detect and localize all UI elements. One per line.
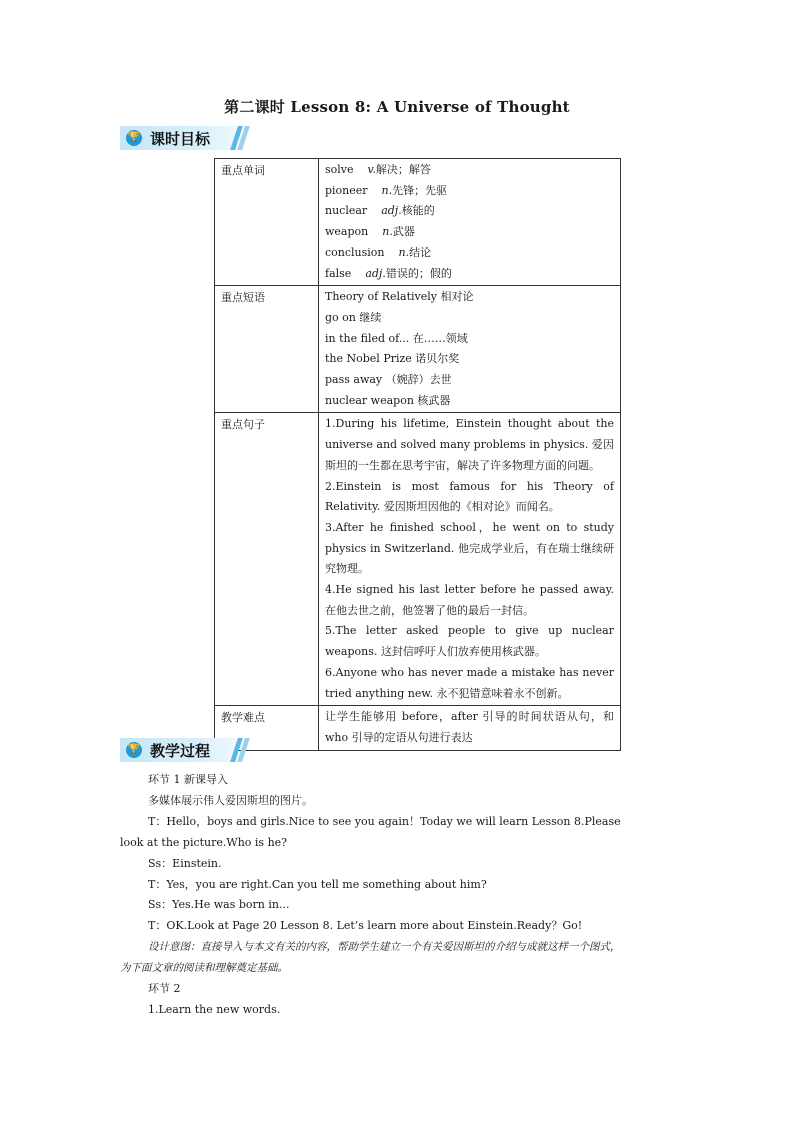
trophy-icon: 🏆 [126, 742, 142, 758]
step-description: 多媒体展示伟人爱因斯坦的图片。 [148, 793, 313, 807]
dialogue-line: Ss：Einstein. [148, 856, 222, 870]
table-row-words [215, 159, 621, 286]
word-item: solve v.解决；解答 [325, 163, 431, 176]
phrase-item: Theory of Relatively 相对论 [325, 290, 474, 304]
row-label: 重点句子 [215, 413, 319, 706]
phrase-item: go on 继续 [325, 310, 382, 324]
step-title: 环节 1 新课导入 [148, 773, 228, 786]
dialogue-line: T：Hello，boys and girls.Nice to see you again！Today we will learn Lesson 8.Please look at the picture.Who is he? [120, 814, 621, 849]
step-item: 1.Learn the new words. [148, 1002, 281, 1016]
page-title: 第二课时 Lesson 8: A Universe of Thought [224, 98, 570, 116]
word-item: nuclear adj.核能的 [325, 204, 435, 218]
phrase-item: the Nobel Prize 诺贝尔奖 [325, 352, 460, 366]
word-item: weapon n.武器 [325, 225, 415, 239]
sentence-item: 2.Einstein is most famous for his Theory of Relativity. 爱因斯坦因他的《相对论》而闻名。 [325, 479, 614, 514]
step-title: 环节 2 [148, 982, 181, 996]
difficulty-text: 让学生能够用 before，after 引导的时间状语从句，和 who 引导的定语从句进行表达 [325, 710, 614, 744]
row-label: 重点单词 [215, 159, 319, 286]
dialogue-line: T：OK.Look at Page 20 Lesson 8. Let’s learn more about Einstein.Ready？Go! [148, 919, 583, 933]
design-intent: 设计意图：直接导入与本文有关的内容，帮助学生建立一个有关爱因斯坦的介绍与成就这样一个图式，为下面文章的阅读和理解奠定基础。 [120, 941, 621, 975]
row-label: 重点短语 [215, 286, 319, 413]
section-header-goals [120, 126, 246, 150]
table-row-difficulty [215, 706, 621, 750]
row-label: 教学难点 [215, 706, 319, 750]
teaching-process [120, 770, 622, 1021]
section-header-process [120, 738, 246, 762]
phrase-item: nuclear weapon 核武器 [325, 393, 451, 407]
difficulty-cell [319, 706, 621, 750]
phrase-item: pass away （婉辞）去世 [325, 373, 452, 387]
sentence-item: 5.The letter asked people to give up nuclear weapons. 这封信呼吁人们放弃使用核武器。 [325, 624, 614, 659]
sentence-item: 1.During his lifetime, Einstein thought about the universe and solved many problems in physics. 爱因斯坦的一生都在思考宇宙，解决了许多物理方面的问题。 [325, 417, 614, 472]
lesson-goals-table [214, 158, 621, 751]
dialogue-line: T：Yes，you are right.Can you tell me something about him? [148, 877, 487, 891]
phrases-cell [319, 286, 621, 413]
table-row-sentences [215, 413, 621, 706]
words-cell [319, 159, 621, 286]
section-label: 教学过程 [150, 742, 211, 760]
sentence-item: 6.Anyone who has never made a mistake has never tried anything new. 永不犯错意味着永不创新。 [325, 665, 614, 700]
word-item: pioneer n.先锋；先驱 [325, 183, 448, 197]
dialogue-line: Ss：Yes.He was born in... [148, 898, 290, 912]
sentence-item: 3.After he finished school，he went on to study physics in Switzerland. 他完成学业后，有在瑞士继续研究物理。 [325, 520, 614, 576]
sentence-item: 4.He signed his last letter before he passed away. 在他去世之前，他签署了他的最后一封信。 [325, 583, 614, 617]
table-row-phrases [215, 286, 621, 413]
word-item: false adj.错误的；假的 [325, 266, 452, 280]
phrase-item: in the filed of... 在……领域 [325, 331, 468, 345]
word-item: conclusion n.结论 [325, 245, 432, 259]
section-label: 课时目标 [150, 130, 211, 148]
trophy-icon: 🏆 [126, 130, 142, 146]
sentences-cell [319, 413, 621, 706]
